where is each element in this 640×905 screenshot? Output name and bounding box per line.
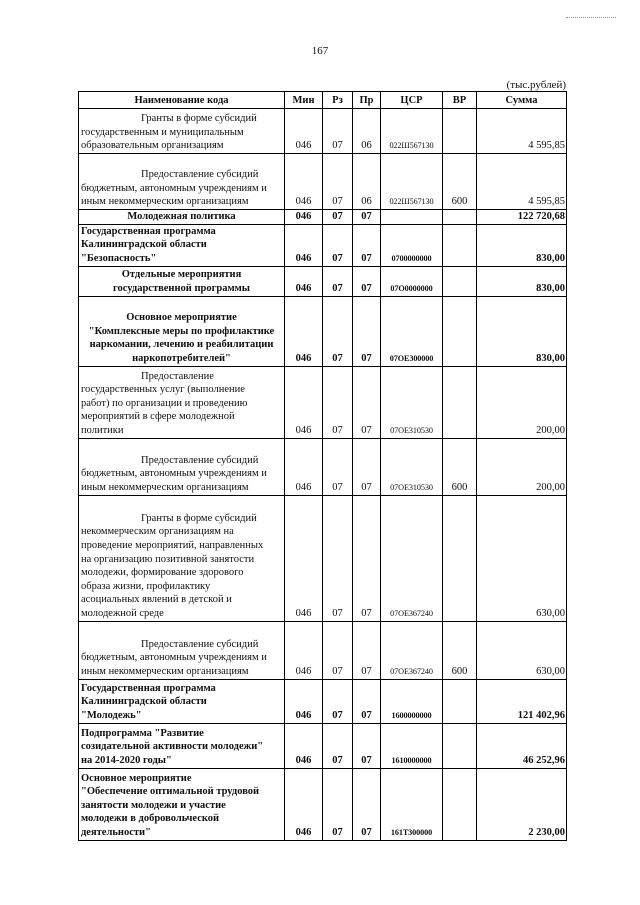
row-csr-cell: 07ОЕ310530 [381,366,443,438]
row-vr-cell [443,266,477,296]
table-row [79,621,567,679]
row-name-cell: Государственная программа Калининградской области "Безопасность" [79,224,285,266]
row-csr-cell [381,210,443,225]
row-vr-cell [443,109,477,154]
row-rz-cell: 07 [323,224,353,266]
row-pr-cell: 07 [353,366,381,438]
row-vr-cell [443,723,477,768]
row-rz-cell: 07 [323,266,353,296]
row-vr-cell [443,210,477,225]
row-vr-cell [443,495,477,621]
row-name-cell: Предоставление субсидий бюджетным, автономным учреждениям и иным некоммерческим организациям [79,438,285,495]
row-pr-cell: 07 [353,224,381,266]
row-rz-cell: 07 [323,679,353,723]
header-rz: Рз [323,92,353,109]
row-csr-cell: 161Т300000 [381,768,443,840]
row-rz-cell: 07 [323,154,353,210]
page-number: 167 [311,45,329,57]
table-header-row [79,92,567,109]
row-rz-cell: 07 [323,210,353,225]
row-vr-cell [443,224,477,266]
units-label: (тыс.рублей) [506,79,566,91]
row-rz-cell: 07 [323,438,353,495]
row-rz-cell: 07 [323,366,353,438]
row-min-cell: 046 [285,154,323,210]
table-row [79,768,567,840]
row-name-cell: Основное мероприятие "Комплексные меры по профилактике наркомании, лечению и реабилитации наркопотребителей" [79,296,285,366]
row-min-cell: 046 [285,495,323,621]
header-min: Мин [285,92,323,109]
row-vr-cell [443,768,477,840]
row-vr-cell [443,679,477,723]
row-name-cell: Гранты в форме субсидий некоммерческим организациям на проведение мероприятий, направленных на организацию позитивной занятости молодежи, формирование здорового образа жизни, профилактику асоциальных явлений в детской и молодежной среде [79,495,285,621]
table-row [79,210,567,225]
row-pr-cell: 07 [353,210,381,225]
row-csr-cell: 07ОЕ367240 [381,621,443,679]
row-sum-cell: 830,00 [477,266,567,296]
budget-table [78,91,567,841]
table-row [79,224,567,266]
row-sum-cell: 121 402,96 [477,679,567,723]
row-sum-cell: 830,00 [477,296,567,366]
row-name-cell: Основное мероприятие "Обеспечение оптимальной трудовой занятости молодежи и участие молодежи в добровольческой деятельности" [79,768,285,840]
row-min-cell: 046 [285,296,323,366]
row-rz-cell: 07 [323,296,353,366]
row-rz-cell: 07 [323,495,353,621]
table-row [79,296,567,366]
row-sum-cell: 630,00 [477,495,567,621]
table-row [79,679,567,723]
row-csr-cell: 07ОЕ300000 [381,296,443,366]
row-csr-cell: 1600000000 [381,679,443,723]
row-vr-cell: 600 [443,154,477,210]
row-rz-cell: 07 [323,621,353,679]
row-vr-cell [443,296,477,366]
row-csr-cell: 07О0000000 [381,266,443,296]
row-csr-cell: 022Ш567130 [381,109,443,154]
row-min-cell: 046 [285,679,323,723]
row-vr-cell [443,366,477,438]
row-pr-cell: 06 [353,109,381,154]
row-min-cell: 046 [285,109,323,154]
table-row [79,154,567,210]
row-csr-cell: 07ОЕ367240 [381,495,443,621]
row-pr-cell: 06 [353,154,381,210]
row-name-cell: Отдельные мероприятия государственной программы [79,266,285,296]
row-min-cell: 046 [285,621,323,679]
row-sum-cell: 200,00 [477,366,567,438]
header-sum: Сумма [477,92,567,109]
row-min-cell: 046 [285,768,323,840]
row-pr-cell: 07 [353,495,381,621]
row-name-cell: Гранты в форме субсидий государственным и муниципальным образовательным организациям [79,109,285,154]
row-sum-cell: 4 595,85 [477,154,567,210]
table-row [79,438,567,495]
row-name-cell: Предоставление субсидий бюджетным, автономным учреждениям и иным некоммерческим организациям [79,621,285,679]
row-name-cell: Предоставление субсидий бюджетным, автономным учреждениям и иным некоммерческим организациям [79,154,285,210]
row-pr-cell: 07 [353,266,381,296]
header-csr: ЦСР [381,92,443,109]
row-name-cell: Предоставление государственных услуг (выполнение работ) по организации и проведению мероприятий в сфере молодежной политики [79,366,285,438]
table-row [79,366,567,438]
row-sum-cell: 200,00 [477,438,567,495]
table-row [79,266,567,296]
row-csr-cell: 1610000000 [381,723,443,768]
table-row [79,495,567,621]
row-min-cell: 046 [285,224,323,266]
row-sum-cell: 630,00 [477,621,567,679]
row-sum-cell: 46 252,96 [477,723,567,768]
row-sum-cell: 122 720,68 [477,210,567,225]
header-pr: Пр [353,92,381,109]
row-pr-cell: 07 [353,621,381,679]
row-csr-cell: 07ОЕ310530 [381,438,443,495]
row-vr-cell: 600 [443,621,477,679]
row-rz-cell: 07 [323,768,353,840]
header-name: Наименование кода [79,92,285,109]
row-pr-cell: 07 [353,679,381,723]
header-vr: ВР [443,92,477,109]
row-rz-cell: 07 [323,109,353,154]
row-pr-cell: 07 [353,296,381,366]
row-pr-cell: 07 [353,768,381,840]
row-name-cell: Подпрограмма "Развитие созидательной активности молодежи" на 2014-2020 годы" [79,723,285,768]
table-body [79,109,567,841]
row-csr-cell: 0700000000 [381,224,443,266]
row-csr-cell: 022Ш567130 [381,154,443,210]
row-vr-cell: 600 [443,438,477,495]
row-rz-cell: 07 [323,723,353,768]
table-row [79,723,567,768]
row-sum-cell: 4 595,85 [477,109,567,154]
row-min-cell: 046 [285,438,323,495]
row-sum-cell: 2 230,00 [477,768,567,840]
top-margin-mark [566,17,616,18]
row-min-cell: 046 [285,366,323,438]
table-row [79,109,567,154]
row-min-cell: 046 [285,210,323,225]
row-sum-cell: 830,00 [477,224,567,266]
row-pr-cell: 07 [353,438,381,495]
row-min-cell: 046 [285,266,323,296]
row-min-cell: 046 [285,723,323,768]
row-name-cell: Государственная программа Калининградской области "Молодежь" [79,679,285,723]
row-pr-cell: 07 [353,723,381,768]
row-name-cell: Молодежная политика [79,210,285,225]
